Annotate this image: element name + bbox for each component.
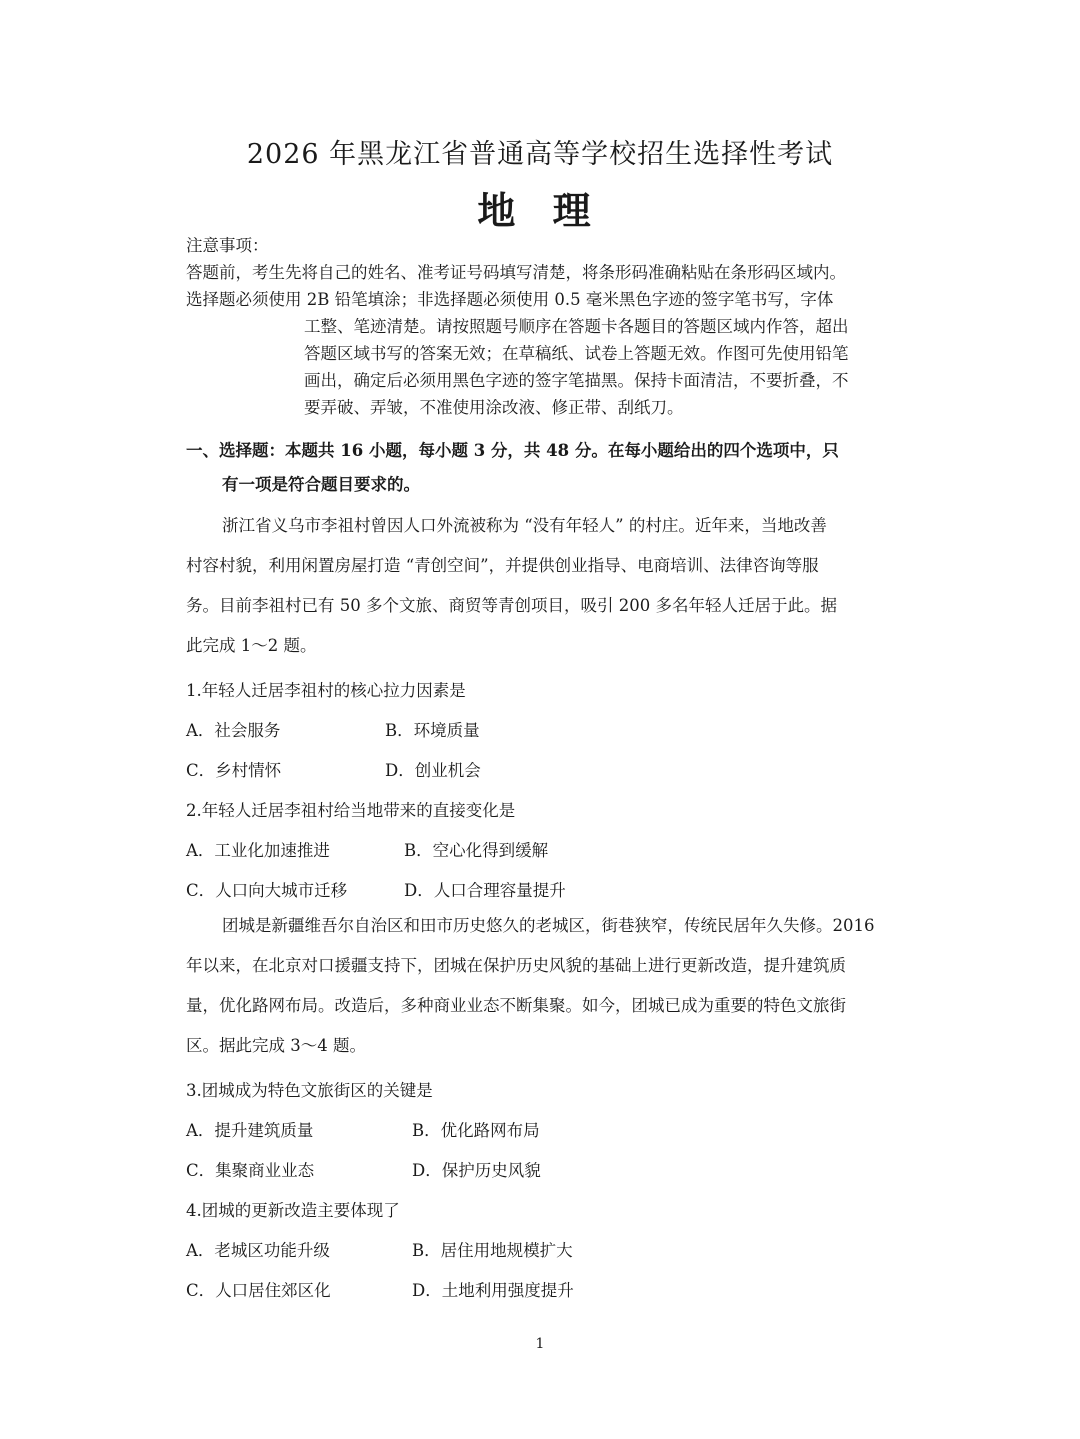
passage-1-line-1: 浙江省义乌市李祖村曾因人口外流被称为 “没有年轻人” 的村庄。近年来，当地改善 <box>222 516 827 535</box>
passage-2-line-4: 区。据此完成 3～4 题。 <box>186 1036 366 1055</box>
passage-2 <box>186 906 896 1066</box>
question-2-option-d: D．人口合理容量提升 <box>404 881 566 900</box>
question-1-option-d: D．创业机会 <box>385 761 481 780</box>
note-item-2-line-5: 要弄破、弄皱，不准使用涂改液、修正带、刮纸刀。 <box>304 398 684 417</box>
question-2-option-b: B．空心化得到缓解 <box>404 841 549 860</box>
question-4-option-a: A．老城区功能升级 <box>186 1241 330 1260</box>
subject-title: 地 理 <box>477 188 603 233</box>
passage-2-line-1: 团城是新疆维吾尔自治区和田市历史悠久的老城区，街巷狭窄，传统民居年久失修。2016 <box>222 916 875 935</box>
question-3-stem: 3.团城成为特色文旅街区的关键是 <box>186 1081 433 1100</box>
note-item-2-line-1: 选择题必须使用 2B 铅笔填涂；非选择题必须使用 0.5 毫米黑色字迹的签字笔书写，字体 <box>186 290 834 309</box>
question-3-option-c: C．集聚商业业态 <box>186 1161 315 1180</box>
note-item-2-line-2: 工整、笔迹清楚。请按照题号顺序在答题卡各题目的答题区域内作答，超出 <box>304 317 849 336</box>
question-3-option-a: A．提升建筑质量 <box>186 1121 314 1140</box>
section-heading-line-2: 有一项是符合题目要求的。 <box>222 475 420 494</box>
passage-1-line-2: 村容村貌，利用闲置房屋打造 “青创空间”，并提供创业指导、电商培训、法律咨询等服 <box>186 556 819 575</box>
question-2-option-a: A．工业化加速推进 <box>186 841 330 860</box>
question-4-option-b: B．居住用地规模扩大 <box>412 1241 573 1260</box>
notes-heading: 注意事项： <box>186 236 269 255</box>
page-number: 1 <box>535 1336 545 1352</box>
question-3-option-b: B．优化路网布局 <box>412 1121 540 1140</box>
question-3-option-d: D．保护历史风貌 <box>412 1161 541 1180</box>
passage-1 <box>186 506 896 666</box>
note-item-1: 答题前，考生先将自己的姓名、准考证号码填写清楚，将条形码准确粘贴在条形码区域内。 <box>186 263 846 282</box>
passage-1-line-4: 此完成 1～2 题。 <box>186 636 317 655</box>
question-4-option-c: C．人口居住郊区化 <box>186 1281 331 1300</box>
section-heading-line-1: 一、选择题：本题共 16 小题，每小题 3 分，共 48 分。在每小题给出的四个选项中，只 <box>186 441 839 460</box>
question-1-option-c: C．乡村情怀 <box>186 761 282 780</box>
question-2-option-c: C．人口向大城市迁移 <box>186 881 348 900</box>
passage-1-line-3: 务。目前李祖村已有 50 多个文旅、商贸等青创项目，吸引 200 多名年轻人迁居于此。据 <box>186 596 837 615</box>
note-item-2-line-4: 画出，确定后必须用黑色字迹的签字笔描黑。保持卡面清洁，不要折叠，不 <box>304 371 849 390</box>
question-4-option-d: D．土地利用强度提升 <box>412 1281 574 1300</box>
question-2-stem: 2.年轻人迁居李祖村给当地带来的直接变化是 <box>186 801 516 820</box>
passage-2-line-2: 年以来，在北京对口援疆支持下，团城在保护历史风貌的基础上进行更新改造，提升建筑质 <box>186 956 846 975</box>
question-1-option-b: B．环境质量 <box>385 721 480 740</box>
note-item-2-line-3: 答题区域书写的答案无效；在草稿纸、试卷上答题无效。作图可先使用铅笔 <box>304 344 849 363</box>
passage-2-line-3: 量，优化路网布局。改造后，多种商业业态不断集聚。如今，团城已成为重要的特色文旅街 <box>186 996 846 1015</box>
question-4-stem: 4.团城的更新改造主要体现了 <box>186 1201 400 1220</box>
section-heading-choice <box>186 434 898 502</box>
exam-title: 2026 年黑龙江省普通高等学校招生选择性考试 <box>246 139 834 170</box>
question-1-stem: 1.年轻人迁居李祖村的核心拉力因素是 <box>186 681 466 700</box>
question-1-option-a: A．社会服务 <box>186 721 281 740</box>
exam-notes <box>186 232 896 421</box>
